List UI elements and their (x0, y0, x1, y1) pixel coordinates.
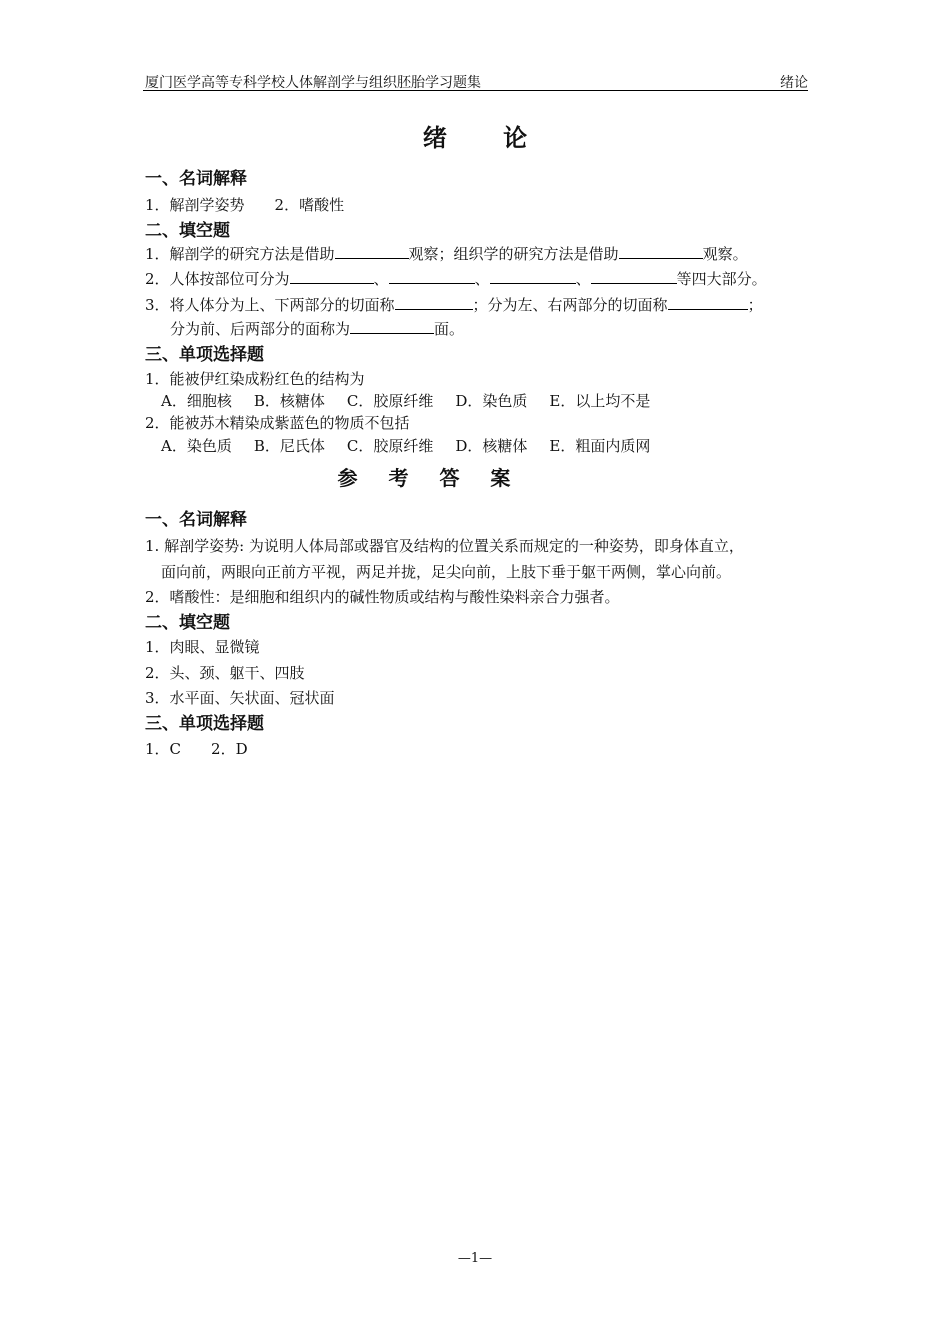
answer-fill-3: 3．水平面、矢状面、冠状面 (145, 689, 335, 707)
answers-title: 参 考 答 案 (337, 466, 523, 490)
separator: 、 (373, 270, 389, 288)
page-number: —1— (457, 1251, 493, 1266)
text-segment: 观察；组织学的研究方法是借助 (408, 245, 619, 263)
separator: 、 (474, 270, 490, 288)
text-segment: 等四大部分。 (676, 270, 767, 288)
option-e[interactable]: E．以上均不是 (549, 392, 651, 410)
text-segment: 3．将人体分为上、下两部分的切面称 (145, 296, 395, 314)
section-heading: 三、单项选择题 (145, 345, 264, 365)
answer-blank[interactable] (350, 319, 434, 334)
term-items: 1．解剖学姿势 2．嗜酸性 (145, 196, 345, 214)
mc-question-2: 2．能被苏木精染成紫蓝色的物质不包括 (145, 414, 410, 432)
option-d[interactable]: D．染色质 (455, 392, 528, 410)
option-a[interactable]: A．细胞核 (161, 392, 232, 410)
answer-blank[interactable] (290, 269, 374, 284)
section-heading: 一、名词解释 (145, 169, 247, 189)
option-a[interactable]: A．染色质 (161, 437, 232, 455)
text-segment: 2．人体按部位可分为 (145, 270, 290, 288)
option-b[interactable]: B．尼氏体 (253, 437, 325, 455)
answer-term-1-cont: 面向前，两眼向正前方平视，两足并拢，足尖向前，上肢下垂于躯干两侧，掌心向前。 (161, 563, 732, 581)
answer-fill-1: 1．肉眼、显微镜 (145, 638, 260, 656)
answer-blank[interactable] (389, 269, 475, 284)
answer-blank[interactable] (395, 295, 473, 310)
text-segment: ； (747, 296, 763, 314)
text-segment: 分为前、后两部分的面称为 (170, 320, 351, 338)
mc-options-2 (161, 435, 672, 456)
header-title: 厦门医学高等专科学校人体解剖学与组织胚胎学习题集 (145, 75, 481, 91)
fill-question-3-cont (170, 318, 464, 339)
answer-blank[interactable] (668, 295, 748, 310)
option-c[interactable]: C．胶原纤维 (346, 437, 434, 455)
text-segment: 面。 (434, 320, 465, 338)
option-b[interactable]: B．核糖体 (253, 392, 325, 410)
answer-blank[interactable] (335, 244, 409, 259)
separator: 、 (575, 270, 591, 288)
section-heading: 三、单项选择题 (145, 714, 264, 734)
section-heading: 一、名词解释 (145, 510, 247, 530)
mc-options-1 (161, 390, 672, 411)
header-rule (143, 90, 808, 91)
answer-mc: 1．C 2．D (145, 740, 248, 758)
text-segment: ；分为左、右两部分的切面称 (472, 296, 668, 314)
option-e[interactable]: E．粗面内质网 (549, 437, 651, 455)
answer-term-2: 2．嗜酸性：是细胞和组织内的碱性物质或结构与酸性染料亲合力强者。 (145, 588, 620, 606)
fill-question-2 (145, 268, 767, 289)
text-segment: 1．解剖学的研究方法是借助 (145, 245, 335, 263)
header-chapter: 绪论 (780, 75, 808, 91)
answer-blank[interactable] (619, 244, 703, 259)
answer-blank[interactable] (591, 269, 677, 284)
answer-fill-2: 2．头、颈、躯干、四肢 (145, 664, 305, 682)
fill-question-1 (145, 243, 748, 264)
option-c[interactable]: C．胶原纤维 (346, 392, 434, 410)
section-heading: 二、填空题 (145, 221, 230, 241)
answer-term-1: 1. 解剖学姿势: 为说明人体局部或器官及结构的位置关系而规定的一种姿势，即身体直立， (145, 537, 744, 555)
mc-question-1: 1．能被伊红染成粉红色的结构为 (145, 370, 365, 388)
answer-blank[interactable] (490, 269, 576, 284)
section-heading: 二、填空题 (145, 613, 230, 633)
option-d[interactable]: D．核糖体 (455, 437, 528, 455)
page-title: 绪 论 (422, 123, 552, 152)
text-segment: 观察。 (702, 245, 748, 263)
fill-question-3 (145, 294, 763, 315)
